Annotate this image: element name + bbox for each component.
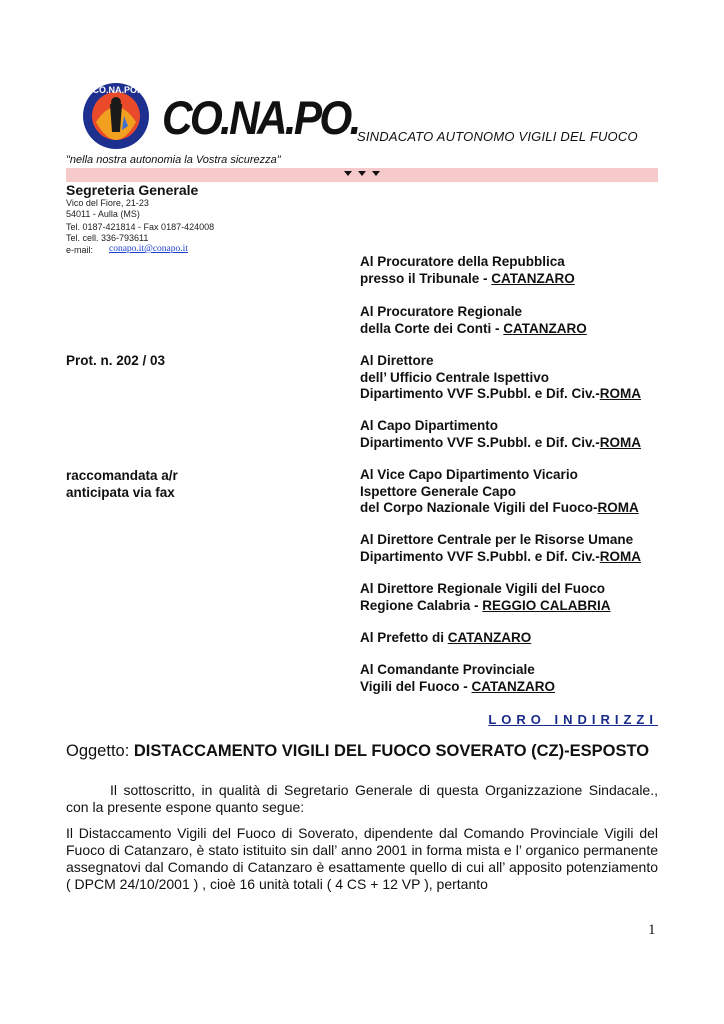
recipient-procuratore-regionale: Al Procuratore Regionale della Corte dei Conti - CATANZARO (360, 304, 587, 336)
svg-text:CO.NA.PO.: CO.NA.PO. (92, 85, 140, 95)
recipient-direttore-regionale: Al Direttore Regionale Vigili del Fuoco Regione Calabria - REGGIO CALABRIA (360, 581, 611, 613)
down-arrows-icon (342, 167, 382, 181)
subject-line (66, 742, 649, 761)
page-number: 1 (648, 922, 656, 938)
motto: "nella nostra autonomia la Vostra sicurezza" (66, 154, 281, 166)
recipient-prefetto: Al Prefetto di CATANZARO (360, 630, 532, 645)
email-label: e-mail: (66, 245, 94, 255)
brand-tagline: SINDACATO AUTONOMO VIGILI DEL FUOCO (357, 129, 638, 144)
subject-label: Oggetto: (66, 742, 134, 760)
body-paragraph-2: Il Distaccamento Vigili del Fuoco di Soverato, dipendente dal Comando Provinciale Vigili del Fuoco di Catanzaro, è stato istituito sin dall’ anno 2001 in forma mista e l’ organico permanente assegnatovi dal Comando di Catanzaro è esattamente quello di cui all’ apposito potenziamento ( DPCM 24/10/2001 ) , cioè 16 unità totali ( 4 CS + 12 VP ), pertanto (66, 825, 658, 892)
fax-advance-label: anticipata via fax (66, 485, 175, 500)
phone-fax: Tel. 0187-421814 - Fax 0187-424008 (66, 222, 215, 232)
recipient-capo-dipartimento: Al Capo Dipartimento Dipartimento VVF S.Pubbl. e Dif. Civ.-ROMA (360, 418, 642, 450)
recipient-vice-capo: Al Vice Capo Dipartimento Vicario Ispettore Generale Capo del Corpo Nazionale Vigili del Fuoco-ROMA (360, 467, 639, 515)
conapo-logo-icon (82, 82, 150, 150)
subject-text: DISTACCAMENTO VIGILI DEL FUOCO SOVERATO (CZ)-ESPOSTO (133, 742, 650, 760)
loro-indirizzi: LORO INDIRIZZI (488, 712, 658, 727)
address-line-2: 54011 - Aulla (MS) (66, 209, 140, 219)
recipient-comandante-provinciale: Al Comandante Provinciale Vigili del Fuoco - CATANZARO (360, 662, 556, 694)
email-link[interactable]: conapo.it@conapo.it (109, 244, 188, 254)
secretariat-title: Segreteria Generale (66, 182, 199, 198)
recipient-direttore-ispettivo: Al Direttore dell’ Ufficio Centrale Ispettivo Dipartimento VVF S.Pubbl. e Dif. Civ.-ROMA (360, 353, 642, 401)
protocol-number: Prot. n. 202 / 03 (66, 353, 166, 368)
body-paragraph-1: Il sottoscritto, in qualità di Segretario Generale di questa Organizzazione Sindacale., con la presente espone quanto segue: (66, 782, 658, 815)
recipient-procuratore-repubblica: Al Procuratore della Repubblica presso il Tribunale - CATANZARO (360, 254, 575, 286)
registered-mail-label: raccomandata a/r (66, 468, 178, 483)
mobile-phone: Tel. cell. 336-793611 (66, 233, 149, 243)
address-line-1: Vico del Fiore, 21-23 (66, 198, 149, 208)
recipient-risorse-umane: Al Direttore Centrale per le Risorse Umane Dipartimento VVF S.Pubbl. e Dif. Civ.-ROMA (360, 532, 642, 564)
brand-title: CO.NA.PO. (162, 91, 359, 144)
